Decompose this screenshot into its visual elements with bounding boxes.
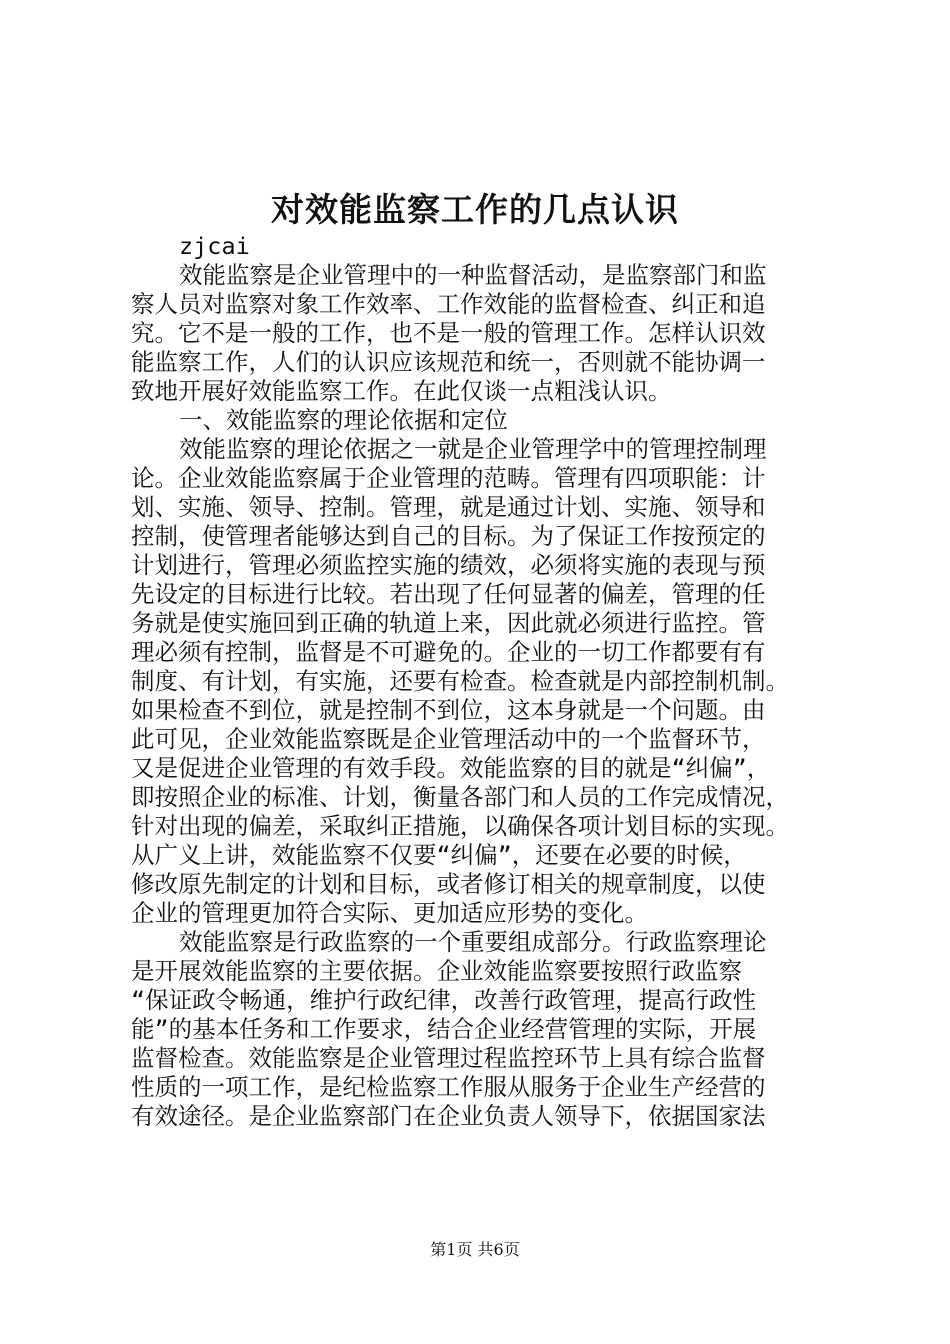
- text-line: [131, 667, 831, 696]
- line-text: 又是促进企业管理的有效手段。效能监察的目的就是“纠偏”，: [131, 754, 771, 782]
- line-text: 务就是使实施回到正确的轨道上来，因此就必须进行监控。管: [131, 609, 766, 637]
- text-line: [131, 377, 831, 406]
- line-text: 划、实施、领导、控制。管理，就是通过计划、实施、领导和: [131, 493, 766, 521]
- line-text: 控制，使管理者能够达到自己的目标。为了保证工作按预定的: [131, 522, 766, 550]
- line-text: 先设定的目标进行比较。若出现了任何显著的偏差，管理的任: [131, 580, 766, 608]
- line-text: 即按照企业的标准、计划，衡量各部门和人员的工作完成情况，: [131, 783, 789, 811]
- text-line: [131, 609, 831, 638]
- text-line: [131, 841, 831, 870]
- text-line: [131, 638, 831, 667]
- line-text: 计划进行，管理必须监控实施的绩效，必须将实施的表现与预: [131, 551, 766, 579]
- text-line: [131, 522, 831, 551]
- line-text: 理必须有控制，监督是不可避免的。企业的一切工作都要有有: [131, 638, 766, 666]
- line-text: 效能监察是行政监察的一个重要组成部分。行政监察理论: [179, 928, 767, 956]
- line-text: 究。它不是一般的工作，也不是一般的管理工作。怎样认识效: [131, 319, 766, 347]
- line-text: 能监察工作，人们的认识应该规范和统一，否则就不能协调一: [131, 348, 766, 376]
- line-text: 效能监察的理论依据之一就是企业管理学中的管理控制理: [179, 435, 767, 463]
- text-line: [131, 1015, 831, 1044]
- line-text: 此可见，企业效能监察既是企业管理活动中的一个监督环节，: [131, 725, 766, 753]
- line-text: 修改原先制定的计划和目标，或者修订相关的规章制度，以使: [131, 870, 766, 898]
- line-text: 察人员对监察对象工作效率、工作效能的监督检查、纠正和追: [131, 290, 766, 318]
- line-text: 监督检查。效能监察是企业管理过程监控环节上具有综合监督: [131, 1044, 766, 1072]
- text-line: [131, 580, 831, 609]
- document-body: [131, 232, 831, 1131]
- text-line: [131, 957, 831, 986]
- text-line: [131, 551, 831, 580]
- text-line: [131, 870, 831, 899]
- line-text: 针对出现的偏差，采取纠正措施，以确保各项计划目标的实现。: [131, 812, 789, 840]
- text-line: [131, 319, 831, 348]
- text-line: [131, 261, 831, 290]
- line-text: 企业的管理更加符合实际、更加适应形势的变化。: [131, 899, 648, 927]
- line-text: “保证政令畅通，维护行政纪律，改善行政管理，提高行政性: [131, 986, 757, 1014]
- text-line: [131, 812, 831, 841]
- text-line: [131, 493, 831, 522]
- text-line: [131, 406, 831, 435]
- text-line: [131, 783, 831, 812]
- line-text: 制度、有计划，有实施，还要有检查。检查就是内部控制机制。: [131, 667, 789, 695]
- text-line: [131, 1073, 831, 1102]
- text-line: [131, 232, 831, 261]
- text-line: [131, 928, 831, 957]
- line-text: 致地开展好效能监察工作。在此仅谈一点粗浅认识。: [131, 377, 672, 405]
- document-title: 对效能监察工作的几点认识: [271, 190, 679, 229]
- line-text: 一、效能监察的理论依据和定位: [179, 406, 508, 434]
- text-line: [131, 290, 831, 319]
- page-footer: 第1页 共6页: [430, 1240, 520, 1259]
- line-text: 效能监察是企业管理中的一种监督活动，是监察部门和监: [179, 261, 767, 289]
- text-line: [131, 696, 831, 725]
- line-text: zjcai: [179, 232, 250, 260]
- line-text: 论。企业效能监察属于企业管理的范畴。管理有四项职能：计: [131, 464, 766, 492]
- text-line: [131, 1102, 831, 1131]
- text-line: [131, 1044, 831, 1073]
- line-text: 能”的基本任务和工作要求，结合企业经营管理的实际，开展: [131, 1015, 757, 1043]
- text-line: [131, 435, 831, 464]
- line-text: 从广义上讲，效能监察不仅要“纠偏”，还要在必要的时候，: [131, 841, 747, 869]
- line-text: 性质的一项工作，是纪检监察工作服从服务于企业生产经营的: [131, 1073, 766, 1101]
- line-text: 是开展效能监察的主要依据。企业效能监察要按照行政监察: [131, 957, 742, 985]
- line-text: 如果检查不到位，就是控制不到位，这本身就是一个问题。由: [131, 696, 766, 724]
- text-line: [131, 986, 831, 1015]
- text-line: [131, 464, 831, 493]
- text-line: [131, 348, 831, 377]
- line-text: 有效途径。是企业监察部门在企业负责人领导下，依据国家法: [131, 1102, 766, 1130]
- text-line: [131, 754, 831, 783]
- text-line: [131, 899, 831, 928]
- text-line: [131, 725, 831, 754]
